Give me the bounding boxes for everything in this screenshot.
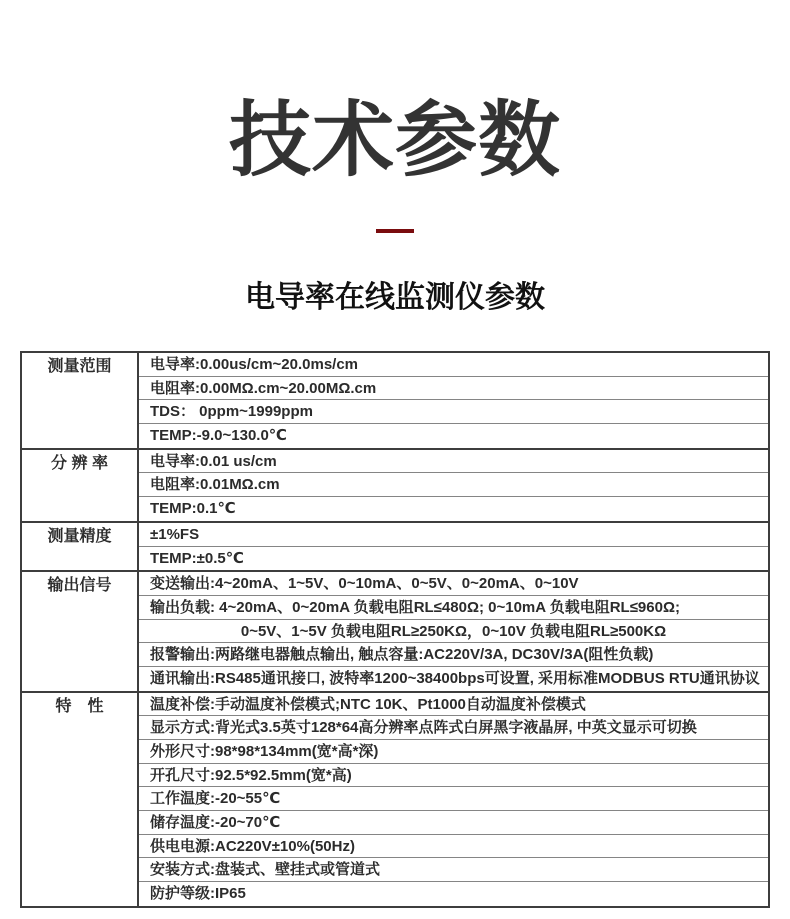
section-label: 输出信号 [47, 577, 112, 595]
section-rows [137, 353, 768, 448]
spec-row: TDS： 0ppm~1999ppm [139, 400, 768, 424]
spec-row: 电阻率:0.00MΩ.cm~20.00MΩ.cm [139, 377, 768, 401]
spec-row: 0~5V、1~5V 负载电阻RL≥250KΩ，0~10V 负载电阻RL≥500KΩ [139, 620, 768, 644]
section-rows [137, 523, 768, 570]
spec-row: 电导率:0.01 us/cm [139, 450, 768, 474]
spec-row: 温度补偿:手动温度补偿模式;NTC 10K、Pt1000自动温度补偿模式 [139, 693, 768, 717]
spec-row: 安装方式:盘装式、壁挂式或管道式 [139, 858, 768, 882]
section-rows [137, 693, 768, 906]
section-rows [137, 450, 768, 521]
spec-row: TEMP:0.1℃ [150, 500, 236, 518]
spec-row: TEMP:-9.0~130.0℃ [150, 427, 287, 445]
section-label: 特 性 [55, 697, 104, 715]
spec-row: 供电电源:AC220V±10%(50Hz) [139, 835, 768, 859]
spec-row: 报警输出:两路继电器触点输出, 触点容量:AC220V/3A, DC30V/3A(阻性负载) [139, 643, 768, 667]
spec-row: ±1%FS [139, 523, 768, 547]
page-title: 技术参数 [228, 95, 561, 186]
spec-row: 外形尺寸:98*98*134mm(宽*高*深) [139, 740, 768, 764]
section-label: 测量精度 [47, 527, 112, 545]
section-label: 分 辨 率 [51, 454, 108, 472]
spec-table [20, 351, 770, 908]
spec-row: 储存温度:-20~70℃ [139, 811, 768, 835]
spec-row: TEMP:±0.5℃ [150, 549, 244, 567]
spec-section [22, 450, 768, 523]
spec-row: 显示方式:背光式3.5英寸128*64高分辨率点阵式白屏黑字液晶屏, 中英文显示可切换 [139, 716, 768, 740]
spec-section [22, 572, 768, 692]
section-rows [137, 572, 768, 690]
spec-row: 工作温度:-20~55℃ [139, 787, 768, 811]
spec-row: 开孔尺寸:92.5*92.5mm(宽*高) [139, 764, 768, 788]
section-label: 测量范围 [47, 358, 112, 375]
spec-section [22, 693, 768, 906]
spec-row: 电导率:0.00us/cm~20.0ms/cm [139, 353, 768, 377]
spec-row: 防护等级:IP65 [150, 885, 246, 903]
spec-row: 变送输出:4~20mA、1~5V、0~10mA、0~5V、0~20mA、0~10V [139, 572, 768, 596]
table-subtitle: 电导率在线监测仪参数 [245, 281, 545, 314]
spec-row: 输出负载: 4~20mA、0~20mA 负载电阻RL≤480Ω; 0~10mA 负载电阻RL≤960Ω; [139, 596, 768, 620]
spec-section [22, 353, 768, 450]
spec-row: 通讯输出:RS485通讯接口, 波特率1200~38400bps可设置, 采用标准MODBUS RTU通讯协议 [150, 669, 760, 687]
spec-row: 电阻率:0.01MΩ.cm [139, 473, 768, 497]
spec-section [22, 523, 768, 572]
